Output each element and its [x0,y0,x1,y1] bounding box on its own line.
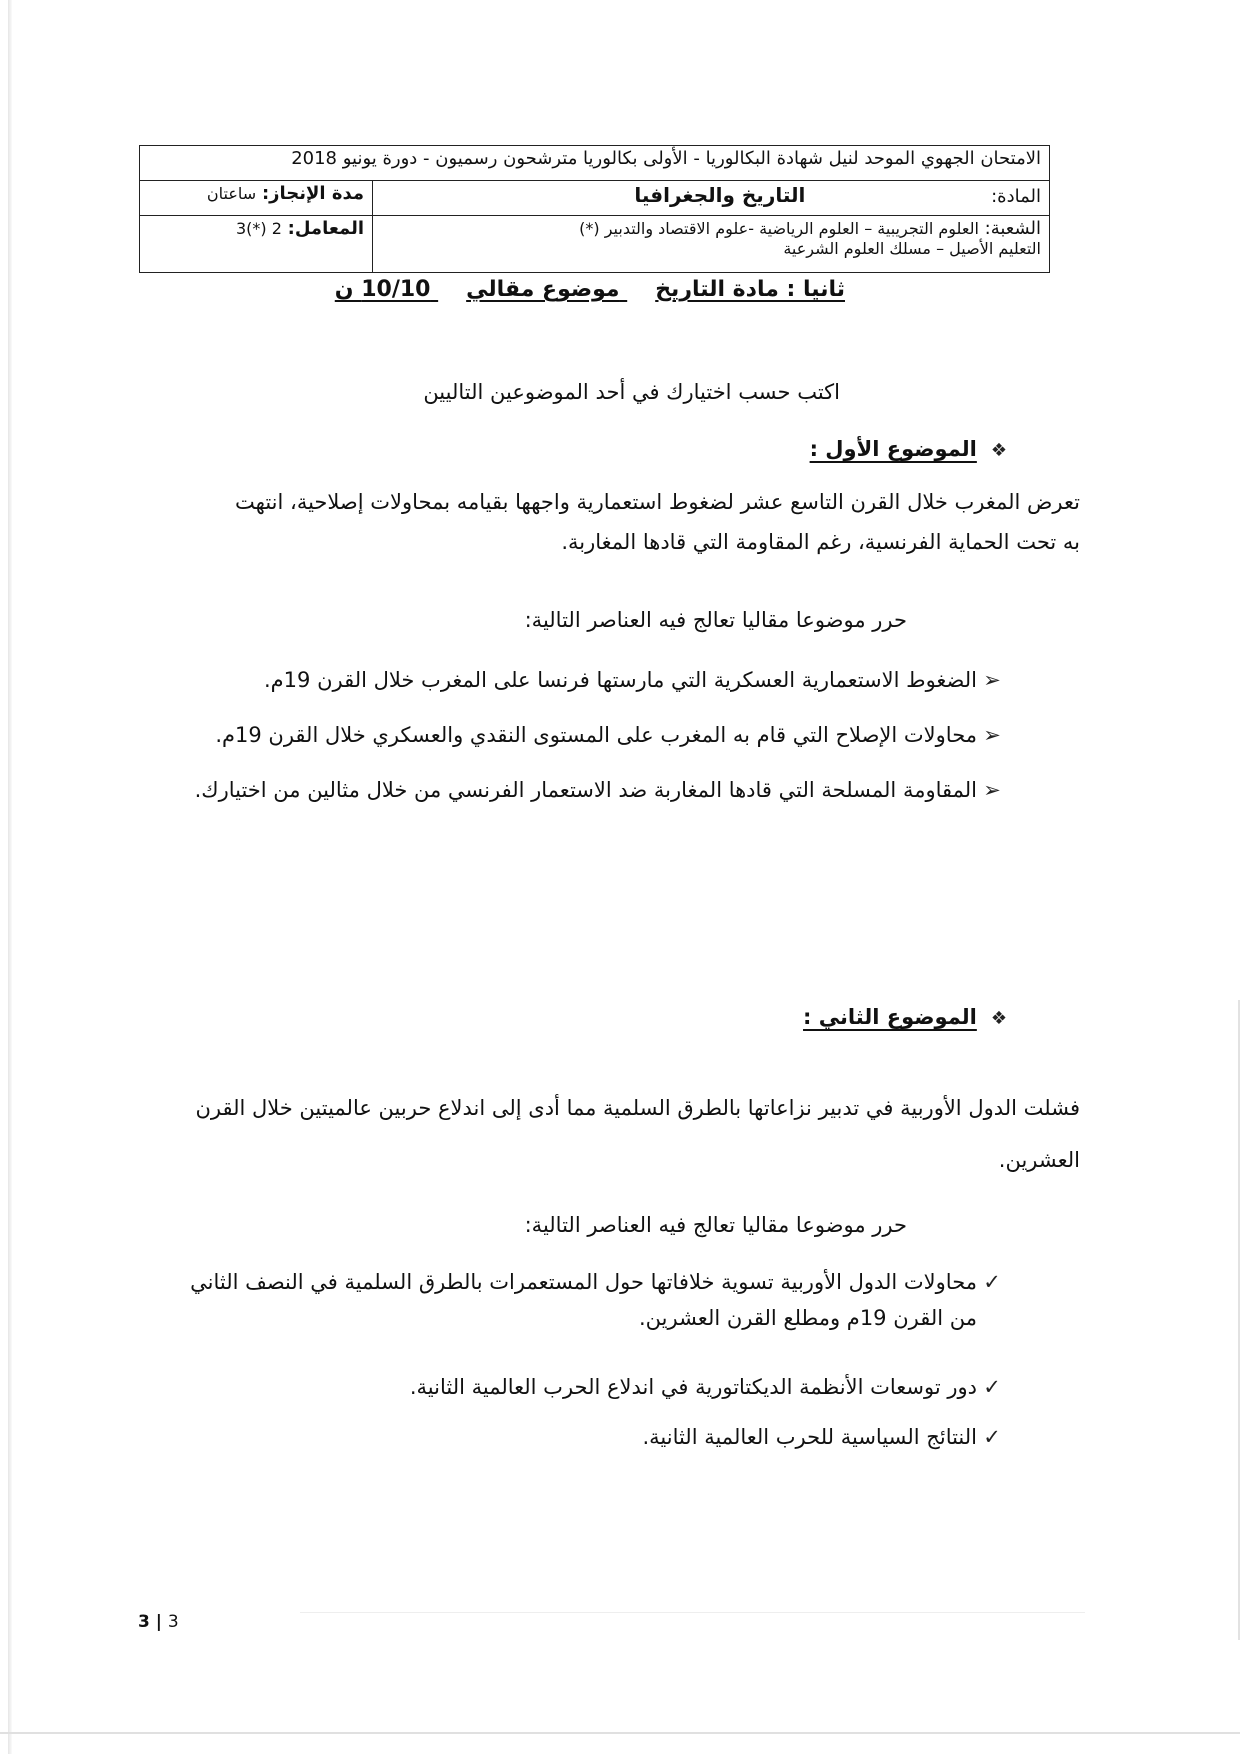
page-current: 3 [138,1612,150,1632]
arrow-bullet-icon: ➢ [983,668,1001,692]
scan-edge-bottom [0,1732,1240,1734]
topic1-item-text: محاولات الإصلاح التي قام به المغرب على المستوى النقدي والعسكري خلال القرن 19م. [215,723,977,747]
branch-value-2: التعليم الأصيل – مسلك العلوم الشرعية [783,239,1041,258]
duration-cell [140,181,373,216]
topic2-item-text: النتائج السياسية للحرب العالمية الثانية. [642,1425,977,1449]
branch-cell [373,216,1050,273]
section-type: موضوع مقالي [466,277,620,302]
diamond-bullet-icon: ❖ [990,1008,1007,1029]
list-item [215,723,1007,747]
topic1-text-line1: تعرض المغرب خلال القرن التاسع عشر لضغوط استعمارية واجهها بقيامه بمحاولات إصلاحية، انتهت [235,490,1080,514]
list-item [195,778,1007,802]
list-item [410,1375,1007,1399]
topic2-item-text: من القرن 19م ومطلع القرن العشرين. [638,1306,977,1330]
section-title-text: ثانيا : مادة التاريخ [655,277,845,302]
subject-value: التاريخ والجغرافيا [634,183,806,207]
topic2-text [195,1088,1080,1180]
topic1-item-text: المقاومة المسلحة التي قادها المغاربة ضد الاستعمار الفرنسي من خلال مثالين من اختيارك. [194,778,977,802]
page-number [138,1612,179,1632]
instruction: اكتب حسب اختيارك في أحد الموضوعين التاليين [423,380,840,404]
topic2-text-line1: فشلت الدول الأوربية في تدبير نزاعاتها بالطرق السلمية مما أدى إلى اندلاع حربين عالميتين خلال القرن [195,1096,1080,1120]
list-item [190,1270,1007,1330]
list-item [642,1425,1007,1449]
check-icon: ✓ [983,1270,1001,1294]
topic1-text [235,482,1080,562]
topic1-heading [810,437,1007,461]
topic2-item-text: محاولات الدول الأوربية تسوية خلافاتها حول المستعمرات بالطرق السلمية في النصف الثاني [190,1270,977,1294]
scan-edge-left [8,0,12,1754]
exam-title-text: الامتحان الجهوي الموحد لنيل شهادة البكالوريا - الأولى بكالوريا مترشحون رسميون - دورة يونيو 2018 [291,148,1041,169]
topic1-heading-text: الموضوع الأول : [809,437,977,461]
check-icon: ✓ [983,1375,1001,1399]
topic1-item-text: الضغوط الاستعمارية العسكرية التي مارستها فرنسا على المغرب خلال القرن 19م. [263,668,977,692]
exam-header-table [139,145,1050,273]
page-separator: | [155,1612,162,1632]
topic2-heading [803,1005,1007,1029]
topic2-item-text: دور توسعات الأنظمة الديكتاتورية في اندلاع الحرب العالمية الثانية. [409,1375,977,1399]
arrow-bullet-icon: ➢ [983,778,1001,802]
exam-title [140,146,1050,181]
topic2-prompt: حرر موضوعا مقاليا تعالج فيه العناصر التالية: [524,1213,907,1237]
duration-label: مدة الإنجاز: [261,183,364,204]
topic2-heading-text: الموضوع الثاني : [803,1005,977,1029]
duration-value: ساعتان [206,184,257,203]
page-total: 3 [167,1612,179,1632]
coef-cell [140,216,373,273]
diamond-bullet-icon: ❖ [990,440,1007,461]
topic1-text-line2: به تحت الحماية الفرنسية، رغم المقاومة التي قادها المغاربة. [561,530,1080,554]
branch-label: الشعبة: [984,218,1041,239]
subject-cell [373,181,1050,216]
section-score: 10/10 ن [334,277,431,302]
topic2-text-line2: العشرين. [998,1148,1080,1172]
coef-label: المعامل: [287,218,364,239]
list-item [264,668,1007,692]
check-icon: ✓ [983,1425,1001,1449]
coef-value: 2 (*)3 [235,219,282,238]
branch-value-1: العلوم التجريبية – العلوم الرياضية -علوم الاقتصاد والتدبير (*) [579,219,979,238]
topic1-prompt: حرر موضوعا مقاليا تعالج فيه العناصر التالية: [524,608,907,632]
section-title [307,277,845,302]
subject-label: المادة: [991,186,1041,207]
arrow-bullet-icon: ➢ [983,723,1001,747]
footer-divider [300,1612,1085,1613]
